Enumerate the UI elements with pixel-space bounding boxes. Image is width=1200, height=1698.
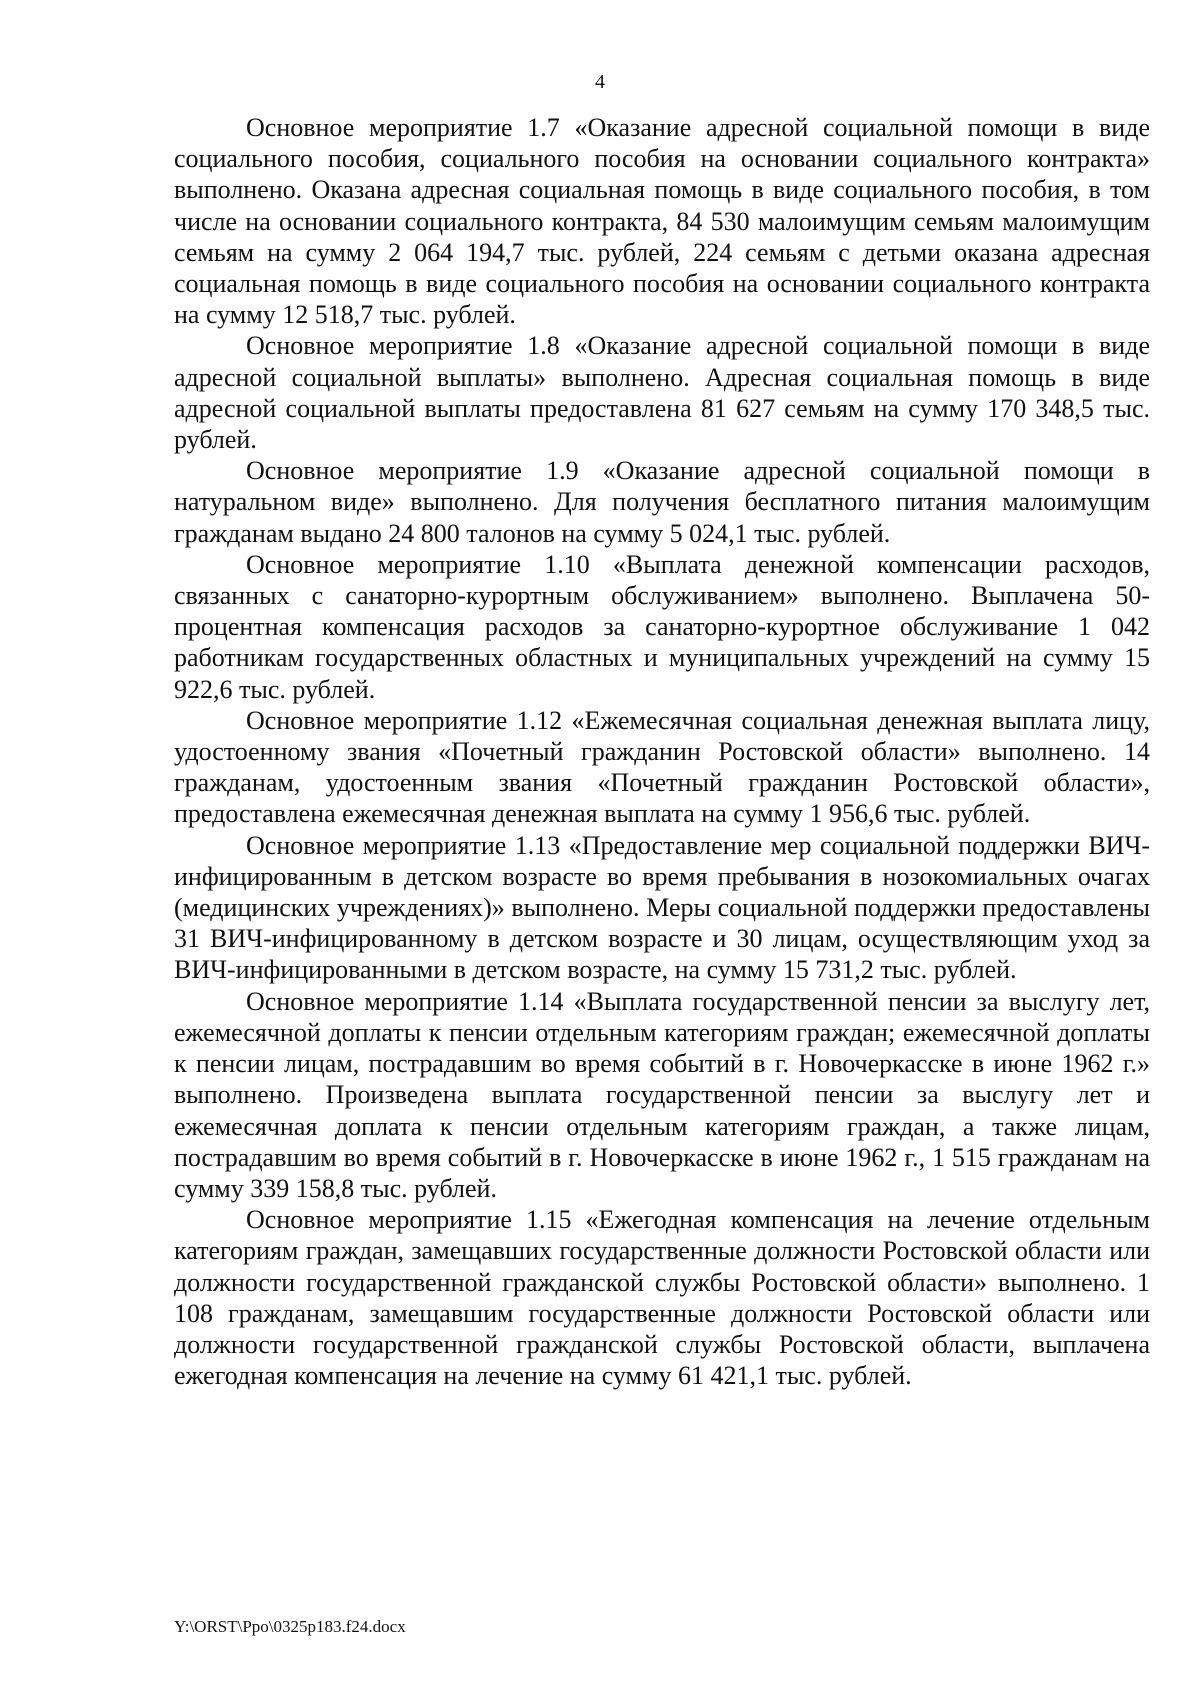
paragraph-measure-1-13: Основное мероприятие 1.13 «Предоставление мер социальной поддержки ВИЧ-инфицированным в детском возрасте во время пребывания в нозокомиальных очагах (медицинских учреждениях)» выполнено. Меры социальной поддержки предоставлены 31 ВИЧ-инфицированному в детском возрасте и 30 лицам, осуществляющим уход за ВИЧ-инфицированными в детском возрасте, на сумму 15 731,2 тыс. рублей. xyxy=(174,830,1150,985)
paragraph-measure-1-14: Основное мероприятие 1.14 «Выплата государственной пенсии за выслугу лет, ежемесячной доплаты к пенсии отдельным категориям граждан; ежемесячной доплаты к пенсии лицам, пострадавшим во время событий в г. Новочеркасске в июне 1962 г.» выполнено. Произведена выплата государственной пенсии за выслугу лет и ежемесячная доплата к пенсии отдельным категориям граждан, а также лицам, пострадавшим во время событий в г. Новочеркасске в июне 1962 г., 1 515 гражданам на сумму 339 158,8 тыс. рублей. xyxy=(174,986,1150,1203)
paragraph-measure-1-7: Основное мероприятие 1.7 «Оказание адресной социальной помощи в виде социального пособия, социального пособия на основании социального контракта» выполнено. Оказана адресная социальная помощь в виде социального пособия, в том числе на основании социального контракта, 84 530 малоимущим семьям малоимущим семьям на сумму 2 064 194,7 тыс. рублей, 224 семьям с детьми оказана адресная социальная помощь в виде социального пособия на основании социального контракта на сумму 12 518,7 тыс. рублей. xyxy=(174,113,1150,330)
paragraph-measure-1-8: Основное мероприятие 1.8 «Оказание адресной социальной помощи в виде адресной социальной выплаты» выполнено. Адресная социальная помощь в виде адресной социальной выплаты предоставлена 81 627 семьям на сумму 170 348,5 тыс. рублей. xyxy=(174,331,1150,455)
footer-file-path: Y:\ORST\Ppo\0325p183.f24.docx xyxy=(174,1617,406,1636)
paragraph-measure-1-15: Основное мероприятие 1.15 «Ежегодная компенсация на лечение отдельным категориям граждан, замещавших государственные должности Ростовской области или должности государственной гражданской службы Ростовской области» выполнено. 1 108 гражданам, замещавшим государственные должности Ростовской области или должности государственной гражданской службы Ростовской области, выплачена ежегодная компенсация на лечение на сумму 61 421,1 тыс. рублей. xyxy=(174,1205,1150,1391)
page-number: 4 xyxy=(595,71,605,93)
document-body xyxy=(174,112,1150,1391)
paragraph-measure-1-12: Основное мероприятие 1.12 «Ежемесячная социальная денежная выплата лицу, удостоенному звания «Почетный гражданин Ростовской области» выполнено. 14 гражданам, удостоенным звания «Почетный гражданин Ростовской области», предоставлена ежемесячная денежная выплата на сумму 1 956,6 тыс. рублей. xyxy=(174,705,1150,829)
paragraph-measure-1-9: Основное мероприятие 1.9 «Оказание адресной социальной помощи в натуральном виде» выполнено. Для получения бесплатного питания малоимущим гражданам выдано 24 800 талонов на сумму 5 024,1 тыс. рублей. xyxy=(174,456,1150,548)
paragraph-measure-1-10: Основное мероприятие 1.10 «Выплата денежной компенсации расходов, связанных с санаторно-курортным обслуживанием» выполнено. Выплачена 50-процентная компенсация расходов за санаторно-курортное обслуживание 1 042 работникам государственных областных и муниципальных учреждений на сумму 15 922,6 тыс. рублей. xyxy=(174,549,1150,704)
